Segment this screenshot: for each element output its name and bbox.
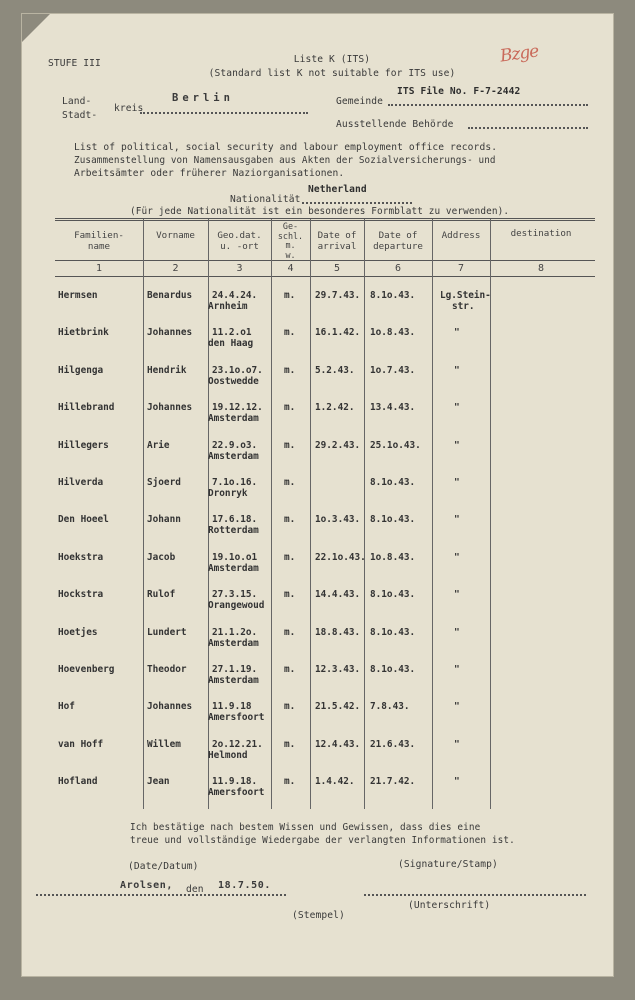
cell-address: "	[454, 477, 460, 488]
header-geschl-l2: schl.	[277, 230, 304, 241]
header-geo-dat	[208, 230, 271, 252]
unterschrift-label: (Unterschrift)	[408, 900, 491, 911]
cell-birth-date: 27.3.15.	[212, 589, 258, 601]
cell-arrival: 21.5.42.	[315, 701, 361, 713]
cell-birth-date: 2o.12.21.	[212, 738, 263, 750]
cell-birth-date: 11.9.18.	[212, 776, 258, 788]
cell-address: "	[454, 551, 460, 563]
col-divider-4	[310, 219, 311, 809]
date-value: 18.7.50.	[218, 880, 271, 891]
header-geschl-l1: Ge-	[282, 221, 299, 231]
cell-familienname: Hillebrand	[58, 402, 115, 414]
cell-birth-date: 27.1.19.	[212, 664, 258, 675]
nationality-dotted-line	[302, 202, 412, 204]
cell-departure: 21.7.42.	[370, 776, 416, 788]
cell-vorname: Johannes	[147, 327, 193, 339]
confirmation-line-1: Ich bestätige nach bestem Wissen und Gewissen, dass dies eine	[130, 822, 481, 833]
cell-address: "	[454, 327, 460, 339]
table-top-rule-2	[55, 220, 595, 221]
cell-birth-place: Amsterdam	[208, 562, 259, 574]
behoerde-dotted-line	[468, 127, 588, 129]
cell-birth-place: Amsterdam	[208, 450, 259, 462]
cell-familienname: Hoekstra	[58, 551, 104, 563]
cell-address: "	[454, 439, 460, 451]
nationality-value: Netherland	[308, 184, 367, 195]
cell-birth-date: 7.1o.16.	[212, 477, 258, 488]
cell-arrival: 1.4.42.	[315, 776, 355, 788]
list-title: Liste K (ITS)	[293, 54, 371, 65]
cell-departure: 1o.8.43.	[370, 327, 416, 339]
col-number-4: 4	[287, 263, 294, 274]
cell-birth-place: den Haag	[208, 338, 254, 350]
cell-birth-place: Amsterdam	[208, 413, 259, 425]
cell-sex: m.	[284, 551, 296, 563]
cell-birth-place: Oostwedde	[208, 375, 259, 387]
cell-familienname: Hoevenberg	[58, 664, 115, 675]
cell-birth-place: Helmond	[208, 749, 248, 761]
cell-sex: m.	[284, 290, 296, 301]
header-departure-l1: Date of	[378, 230, 418, 241]
header-vorname	[143, 230, 208, 241]
cell-familienname: Hockstra	[58, 589, 104, 601]
cell-departure: 1o.7.43.	[370, 364, 416, 376]
cell-birth-place: Amsterdam	[208, 637, 259, 649]
cell-birth-date: 19.12.12.	[212, 402, 263, 414]
cell-vorname: Willem	[147, 738, 181, 750]
col-number-3: 3	[236, 263, 243, 274]
cell-birth-date: 11.9.18	[212, 701, 252, 713]
col-number-7: 7	[457, 263, 465, 274]
stadt-label: Stadt-	[62, 110, 98, 121]
cell-birth-date: 22.9.o3.	[212, 439, 258, 451]
cell-vorname: Theodor	[147, 664, 187, 675]
cell-sex: m.	[284, 327, 296, 339]
handwritten-mark: Bzge	[498, 41, 540, 67]
cell-familienname: Hof	[58, 701, 75, 713]
cell-departure: 8.1o.43.	[370, 589, 416, 601]
confirmation-line-2: treue und vollständige Wiedergabe der verlangten Informationen ist.	[130, 835, 515, 846]
date-label: (Date/Datum)	[128, 861, 199, 872]
cell-arrival: 14.4.43.	[315, 589, 361, 601]
cell-vorname: Jean	[147, 776, 170, 788]
folded-corner	[22, 14, 50, 42]
cell-birth-date: 19.1o.o1	[212, 551, 258, 563]
header-geschl	[271, 222, 310, 260]
header-familienname	[55, 230, 143, 252]
header-familienname-l2: name	[87, 241, 111, 252]
cell-address: "	[454, 776, 460, 788]
cell-departure: 7.8.43.	[370, 701, 410, 713]
col-divider-7	[490, 219, 491, 809]
cell-departure: 21.6.43.	[370, 738, 416, 750]
cell-familienname: Hofland	[58, 776, 98, 788]
cell-vorname: Jacob	[147, 551, 176, 563]
cell-birth-place: Dronryk	[208, 488, 248, 499]
col-divider-5	[364, 219, 365, 809]
col-number-6: 6	[394, 263, 402, 274]
cell-arrival: 29.7.43.	[315, 290, 361, 301]
header-address-l1: Address	[441, 230, 481, 241]
cell-sex: m.	[284, 701, 296, 713]
cell-address: "	[454, 402, 460, 414]
cell-address: "	[454, 738, 460, 750]
its-file-number: ITS File No. F-7-2442	[397, 86, 521, 97]
header-destination	[490, 228, 592, 239]
cell-vorname: Johannes	[147, 402, 193, 414]
gemeinde-label: Gemeinde	[336, 96, 384, 107]
cell-birth-place: Orangewoud	[208, 600, 265, 612]
cell-birth-place: Amersfoort	[208, 787, 265, 799]
date-dotted-line	[36, 894, 286, 896]
cell-vorname: Hendrik	[147, 364, 187, 376]
cell-address: "	[454, 589, 460, 601]
cell-sex: m.	[284, 776, 296, 788]
cell-familienname: Hilverda	[58, 477, 104, 488]
kreis-dotted-line	[140, 112, 308, 114]
col-number-8: 8	[537, 263, 545, 274]
cell-arrival: 12.4.43.	[315, 738, 361, 750]
cell-arrival: 29.2.43.	[315, 439, 361, 451]
nationality-label: Nationalität	[230, 194, 301, 205]
cell-departure: 25.1o.43.	[370, 439, 421, 451]
intro-line-3: Arbeitsämter oder früherer Naziorganisationen.	[74, 168, 345, 179]
col-divider-3	[271, 219, 272, 809]
intro-line-1: List of political, social security and labour employment office records.	[74, 142, 498, 153]
cell-sex: m.	[284, 738, 296, 750]
header-arrival-l1: Date of	[317, 230, 357, 241]
col-number-1: 1	[95, 263, 103, 274]
header-geschl-l3: m.	[285, 240, 296, 250]
col-divider-6	[432, 219, 433, 809]
kreis-label: kreis	[114, 103, 144, 114]
cell-familienname: Hietbrink	[58, 327, 109, 339]
gemeinde-dotted-line	[388, 104, 588, 106]
cell-address: "	[454, 364, 460, 376]
header-arrival	[310, 230, 364, 252]
header-geo-dat-l2: u. -ort	[220, 241, 259, 252]
cell-birth-date: 24.4.24.	[212, 290, 258, 301]
cell-departure: 1o.8.43.	[370, 551, 416, 563]
cell-departure: 8.1o.43.	[370, 514, 416, 526]
cell-familienname: Hoetjes	[58, 626, 98, 638]
cell-arrival: 1.2.42.	[315, 402, 355, 414]
cell-birth-place: Rotterdam	[208, 525, 259, 537]
cell-familienname: Hillegers	[58, 439, 109, 451]
header-geschl-l4: w.	[285, 249, 296, 260]
header-destination-l1: destination	[510, 228, 572, 239]
cell-sex: m.	[284, 402, 296, 414]
cell-sex: m.	[284, 439, 296, 451]
cell-familienname: Hilgenga	[58, 364, 104, 376]
cell-familienname: van Hoff	[58, 738, 104, 750]
intro-line-2: Zusammenstellung von Namensausgaben aus Akten der Sozialversicherungs- und	[74, 155, 496, 166]
cell-vorname: Johannes	[147, 701, 193, 713]
cell-sex: m.	[284, 589, 296, 601]
cell-vorname: Arie	[147, 439, 170, 451]
cell-address: Lg.Stein-	[440, 290, 491, 301]
cell-arrival: 1o.3.43.	[315, 514, 361, 526]
cell-vorname: Rulof	[147, 589, 176, 601]
cell-familienname: Hermsen	[58, 290, 98, 301]
cell-arrival: 22.1o.43.	[315, 551, 366, 563]
cell-address: "	[454, 664, 460, 675]
cell-departure: 13.4.43.	[370, 402, 416, 414]
header-departure-l2: departure	[373, 241, 423, 252]
cell-vorname: Johann	[147, 514, 181, 526]
behoerde-label: Ausstellende Behörde	[336, 119, 454, 130]
cell-address: "	[454, 514, 460, 526]
col-number-5: 5	[333, 263, 341, 274]
cell-familienname: Den Hoeel	[58, 514, 109, 526]
header-bottom-rule	[55, 260, 595, 261]
list-subtitle: (Standard list K not suitable for ITS use)	[208, 68, 456, 79]
header-vorname-l1: Vorname	[156, 230, 195, 241]
kreis-value: Berlin	[172, 92, 234, 104]
cell-birth-date: 17.6.18.	[212, 514, 258, 526]
cell-departure: 8.1o.43.	[370, 664, 416, 675]
header-arrival-l2: arrival	[317, 241, 357, 252]
cell-sex: m.	[284, 626, 296, 638]
signature-dotted-line	[364, 894, 586, 896]
cell-arrival: 18.8.43.	[315, 626, 361, 638]
cell-vorname: Sjoerd	[147, 477, 181, 488]
col-divider-1	[143, 219, 144, 809]
cell-sex: m.	[284, 514, 296, 526]
cell-departure: 8.1o.43.	[370, 290, 416, 301]
signature-label: (Signature/Stamp)	[398, 859, 498, 870]
header-geo-dat-l1: Geo.dat.	[217, 230, 262, 241]
col-number-2: 2	[172, 263, 179, 274]
cell-departure: 8.1o.43.	[370, 477, 416, 488]
cell-address-cont: str.	[452, 301, 475, 312]
cell-birth-place: Amsterdam	[208, 675, 259, 686]
document-page	[22, 14, 613, 976]
cell-birth-place: Arnheim	[208, 301, 248, 312]
cell-birth-place: Amersfoort	[208, 712, 265, 724]
cell-arrival: 5.2.43.	[315, 364, 355, 376]
cell-vorname: Lundert	[147, 626, 187, 638]
cell-arrival: 12.3.43.	[315, 664, 361, 675]
cell-birth-date: 23.1o.o7.	[212, 364, 263, 376]
cell-sex: m.	[284, 364, 296, 376]
cell-birth-date: 21.1.2o.	[212, 626, 258, 638]
cell-address: "	[454, 626, 460, 638]
cell-sex: m.	[284, 664, 296, 675]
cell-arrival: 16.1.42.	[315, 327, 361, 339]
cell-birth-date: 11.2.o1	[212, 327, 252, 339]
table-top-rule	[55, 218, 595, 219]
stempel-label: (Stempel)	[292, 910, 345, 921]
cell-address: "	[454, 701, 460, 713]
cell-departure: 8.1o.43.	[370, 626, 416, 638]
numbers-bottom-rule	[55, 276, 595, 277]
header-familienname-l1: Familien-	[74, 230, 124, 241]
land-label: Land-	[62, 96, 92, 107]
nationality-note: (Für jede Nationalität ist ein besonderes Formblatt zu verwenden).	[130, 206, 510, 217]
header-address	[432, 230, 490, 241]
stufe-label: STUFE III	[48, 58, 101, 69]
header-departure	[364, 230, 432, 252]
den-label: den	[186, 884, 204, 895]
place-value: Arolsen,	[120, 880, 173, 891]
cell-vorname: Benardus	[147, 290, 193, 301]
cell-sex: m.	[284, 477, 296, 488]
